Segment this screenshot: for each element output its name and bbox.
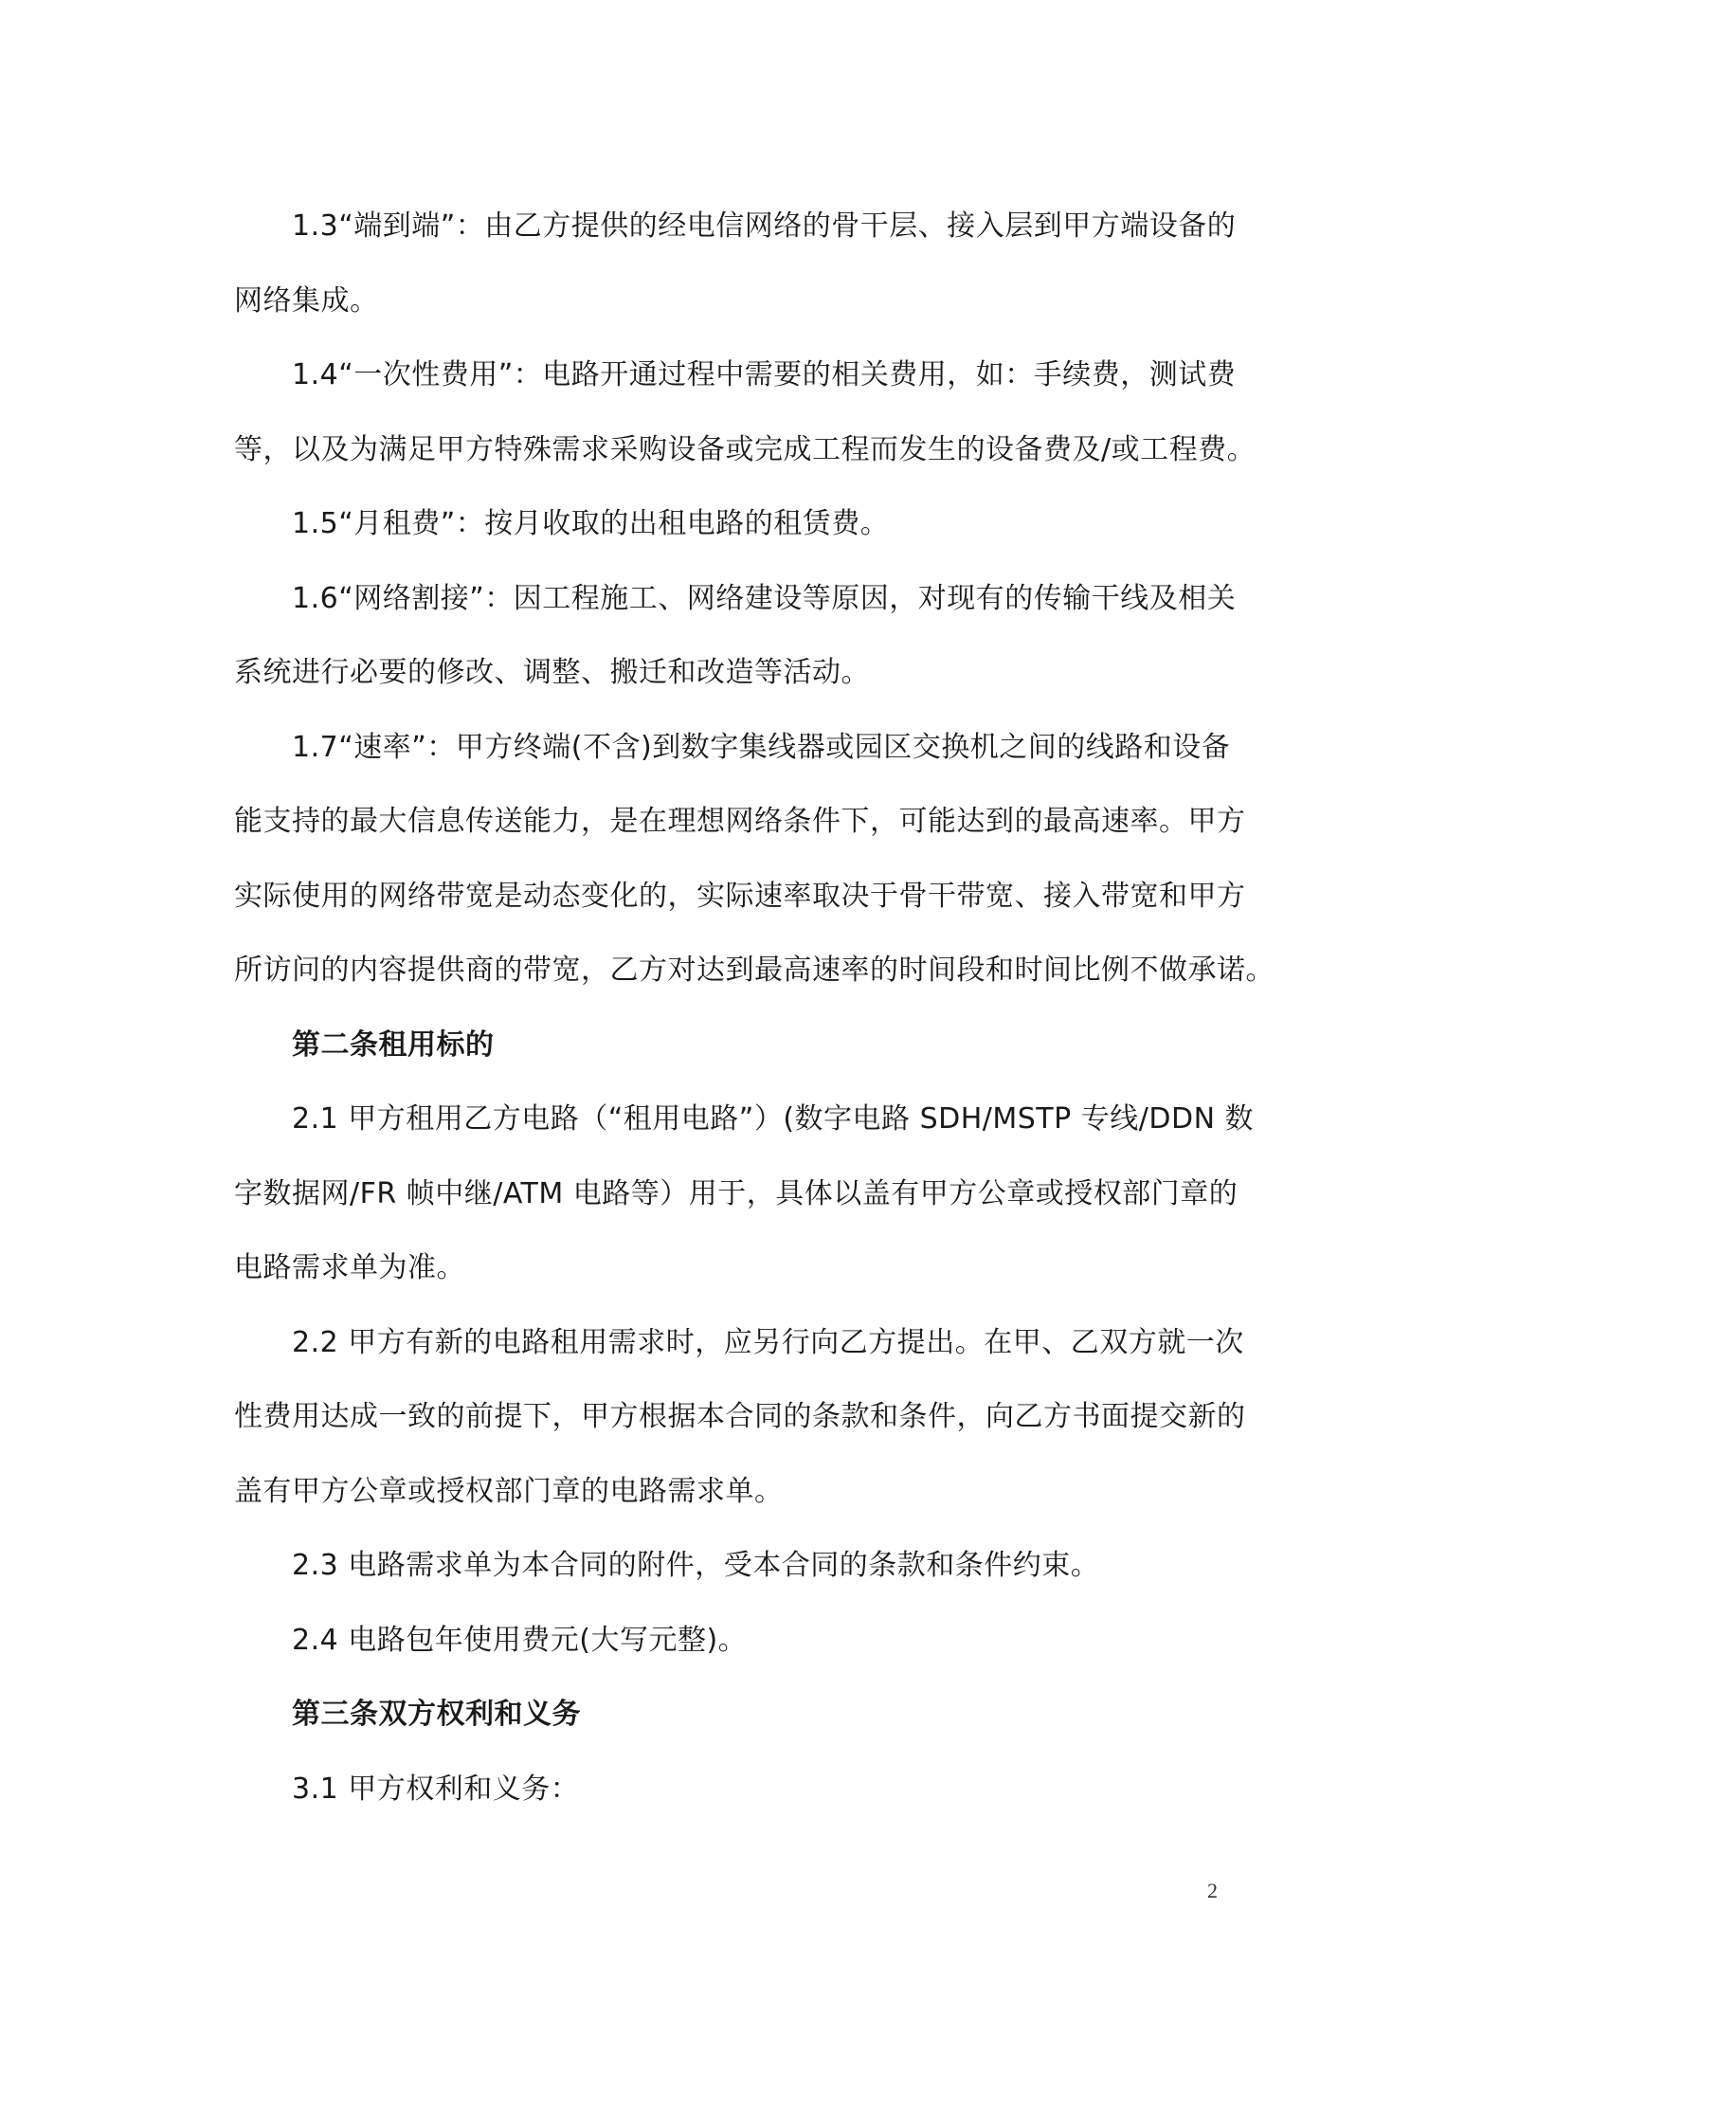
page-number: 2 — [1207, 1879, 1218, 1902]
text-line: 2.1 甲方租用乙方电路（“租用电路”）(数字电路 SDH/MSTP 专线/DDN 数 — [292, 1102, 1255, 1136]
text-line: 3.1 甲方权利和义务： — [292, 1772, 580, 1806]
text-line: 字数据网/FR 帧中继/ATM 电路等）用于，具体以盖有甲方公章或授权部门章的 — [234, 1176, 1239, 1210]
text-line: 等，以及为满足甲方特殊需求采购设备或完成工程而发生的设备费及/或工程费。 — [234, 432, 1257, 466]
text-line: 实际使用的网络带宽是动态变化的，实际速率取决于骨干带宽、接入带宽和甲方 — [234, 879, 1246, 913]
text-line: 1.3“端到端”：由乙方提供的经电信网络的骨干层、接入层到甲方端设备的 — [292, 209, 1237, 243]
document-body — [234, 190, 1275, 1827]
text-line: 2.2 甲方有新的电路租用需求时，应另行向乙方提出。在甲、乙双方就一次 — [292, 1325, 1244, 1359]
section-heading: 第三条双方权利和义务 — [292, 1698, 581, 1731]
text-line: 盖有甲方公章或授权部门章的电路需求单。 — [234, 1474, 784, 1508]
section-heading: 第二条租用标的 — [292, 1027, 495, 1062]
text-line: 所访问的内容提供商的带宽，乙方对达到最高速率的时间段和时间比例不做承诺。 — [234, 954, 1275, 987]
text-line: 2.3 电路需求单为本合同的附件，受本合同的条款和条件约束。 — [292, 1549, 1100, 1582]
text-line: 1.6“网络割接”：因工程施工、网络建设等原因，对现有的传输干线及相关 — [292, 581, 1237, 615]
text-line: 网络集成。 — [234, 283, 379, 318]
text-line: 1.7“速率”：甲方终端(不含)到数字集线器或园区交换机之间的线路和设备 — [292, 730, 1231, 764]
text-line: 1.4“一次性费用”：电路开通过程中需要的相关费用，如：手续费，测试费 — [292, 358, 1237, 391]
text-line: 能支持的最大信息传送能力，是在理想网络条件下，可能达到的最高速率。甲方 — [234, 805, 1246, 838]
text-line: 1.5“月租费”：按月收取的出租电路的租赁费。 — [292, 507, 890, 540]
text-line: 2.4 电路包年使用费元(大写元整)。 — [292, 1623, 748, 1657]
text-line: 系统进行必要的修改、调整、搬迁和改造等活动。 — [234, 656, 870, 689]
text-line: 性费用达成一致的前提下，甲方根据本合同的条款和条件，向乙方书面提交新的 — [234, 1400, 1246, 1433]
text-line: 电路需求单为准。 — [234, 1251, 465, 1284]
